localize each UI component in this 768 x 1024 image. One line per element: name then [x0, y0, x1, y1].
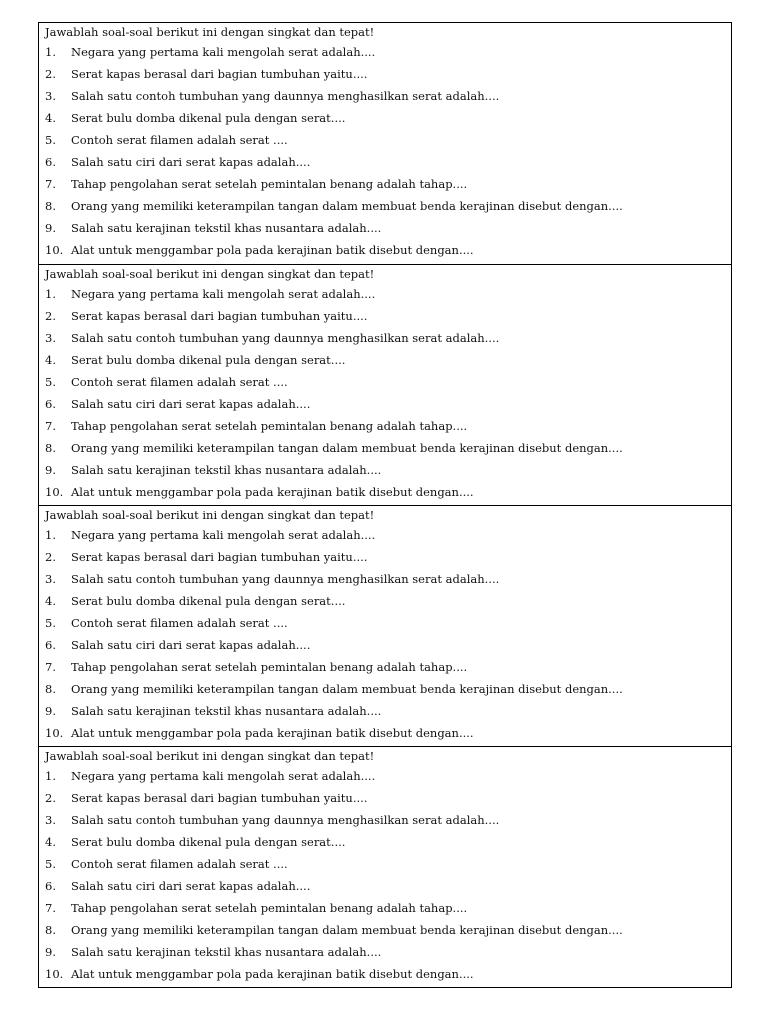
question-text: Salah satu kerajinan tekstil khas nusantara adalah.... [71, 463, 382, 477]
question-text: Negara yang pertama kali mengolah serat adalah.... [71, 528, 376, 542]
question-list [45, 524, 725, 744]
question-text: Salah satu kerajinan tekstil khas nusantara adalah.... [71, 704, 382, 718]
question-item [45, 459, 725, 481]
question-number: 4. [45, 594, 56, 608]
question-text: Salah satu contoh tumbuhan yang daunnya menghasilkan serat adalah.... [71, 331, 500, 345]
question-number: 5. [45, 133, 56, 147]
question-number: 3. [45, 89, 56, 103]
question-text: Serat bulu domba dikenal pula dengan serat.... [71, 835, 346, 849]
question-text: Salah satu ciri dari serat kapas adalah.... [71, 155, 311, 169]
question-number: 1. [45, 528, 56, 542]
question-text: Alat untuk menggambar pola pada kerajinan batik disebut dengan.... [71, 485, 474, 499]
instruction-heading: Jawablah soal-soal berikut ini dengan singkat dan tepat! [45, 508, 375, 522]
question-number: 2. [45, 67, 56, 81]
question-item [45, 678, 725, 700]
question-text: Negara yang pertama kali mengolah serat adalah.... [71, 287, 376, 301]
question-item [45, 437, 725, 459]
question-item [45, 809, 725, 831]
question-text: Tahap pengolahan serat setelah pemintalan benang adalah tahap.... [71, 419, 468, 433]
question-number: 8. [45, 441, 56, 455]
question-text: Contoh serat filamen adalah serat .... [71, 857, 288, 871]
instruction-heading: Jawablah soal-soal berikut ini dengan singkat dan tepat! [45, 749, 375, 763]
question-number: 7. [45, 177, 56, 191]
question-number: 4. [45, 353, 56, 367]
question-text: Salah satu kerajinan tekstil khas nusantara adalah.... [71, 221, 382, 235]
question-item [45, 590, 725, 612]
question-number: 6. [45, 879, 56, 893]
question-number: 9. [45, 221, 56, 235]
question-number: 4. [45, 835, 56, 849]
question-item [45, 700, 725, 722]
question-number: 6. [45, 638, 56, 652]
question-text: Orang yang memiliki keterampilan tangan dalam membuat benda kerajinan disebut dengan.... [71, 923, 623, 937]
question-text: Negara yang pertama kali mengolah serat adalah.... [71, 45, 376, 59]
question-number: 7. [45, 901, 56, 915]
question-block [39, 505, 731, 746]
instruction-heading: Jawablah soal-soal berikut ini dengan singkat dan tepat! [45, 25, 375, 39]
question-item [45, 897, 725, 919]
question-item [45, 283, 725, 305]
instruction-heading: Jawablah soal-soal berikut ini dengan singkat dan tepat! [45, 267, 375, 281]
question-item [45, 349, 725, 371]
question-block [39, 264, 731, 505]
question-item [45, 853, 725, 875]
question-number: 3. [45, 331, 56, 345]
question-number: 7. [45, 660, 56, 674]
question-text: Salah satu ciri dari serat kapas adalah.... [71, 879, 311, 893]
question-text: Orang yang memiliki keterampilan tangan dalam membuat benda kerajinan disebut dengan.... [71, 199, 623, 213]
question-text: Serat bulu domba dikenal pula dengan serat.... [71, 594, 346, 608]
question-item [45, 63, 725, 85]
question-text: Negara yang pertama kali mengolah serat adalah.... [71, 769, 376, 783]
question-number: 4. [45, 111, 56, 125]
question-item [45, 787, 725, 809]
question-number: 10. [45, 485, 64, 499]
question-number: 10. [45, 967, 64, 981]
question-item [45, 239, 725, 261]
question-text: Tahap pengolahan serat setelah pemintalan benang adalah tahap.... [71, 177, 468, 191]
question-item [45, 85, 725, 107]
question-item [45, 173, 725, 195]
question-item [45, 129, 725, 151]
question-item [45, 634, 725, 656]
question-text: Tahap pengolahan serat setelah pemintalan benang adalah tahap.... [71, 660, 468, 674]
question-item [45, 327, 725, 349]
question-item [45, 393, 725, 415]
question-text: Orang yang memiliki keterampilan tangan dalam membuat benda kerajinan disebut dengan.... [71, 441, 623, 455]
question-text: Orang yang memiliki keterampilan tangan dalam membuat benda kerajinan disebut dengan.... [71, 682, 623, 696]
question-item [45, 371, 725, 393]
question-list [45, 765, 725, 985]
question-text: Alat untuk menggambar pola pada kerajinan batik disebut dengan.... [71, 967, 474, 981]
question-number: 1. [45, 45, 56, 59]
question-item [45, 831, 725, 853]
question-item [45, 415, 725, 437]
question-text: Contoh serat filamen adalah serat .... [71, 616, 288, 630]
question-number: 10. [45, 726, 64, 740]
question-number: 8. [45, 682, 56, 696]
question-text: Serat bulu domba dikenal pula dengan serat.... [71, 111, 346, 125]
question-item [45, 656, 725, 678]
question-text: Salah satu kerajinan tekstil khas nusantara adalah.... [71, 945, 382, 959]
question-item [45, 546, 725, 568]
question-number: 2. [45, 791, 56, 805]
question-block [39, 746, 731, 987]
question-item [45, 722, 725, 744]
question-number: 1. [45, 287, 56, 301]
question-text: Contoh serat filamen adalah serat .... [71, 375, 288, 389]
question-item [45, 765, 725, 787]
question-item [45, 151, 725, 173]
question-number: 3. [45, 572, 56, 586]
question-text: Serat bulu domba dikenal pula dengan serat.... [71, 353, 346, 367]
question-number: 2. [45, 309, 56, 323]
question-number: 10. [45, 243, 64, 257]
question-number: 8. [45, 199, 56, 213]
question-item [45, 568, 725, 590]
question-number: 5. [45, 857, 56, 871]
question-text: Salah satu ciri dari serat kapas adalah.... [71, 638, 311, 652]
question-number: 2. [45, 550, 56, 564]
question-item [45, 305, 725, 327]
question-number: 7. [45, 419, 56, 433]
question-text: Serat kapas berasal dari bagian tumbuhan yaitu.... [71, 67, 368, 81]
question-item [45, 217, 725, 239]
question-item [45, 612, 725, 634]
question-number: 5. [45, 375, 56, 389]
question-text: Serat kapas berasal dari bagian tumbuhan yaitu.... [71, 791, 368, 805]
question-text: Contoh serat filamen adalah serat .... [71, 133, 288, 147]
question-number: 9. [45, 704, 56, 718]
question-item [45, 195, 725, 217]
question-number: 6. [45, 155, 56, 169]
worksheet-page [38, 22, 732, 988]
question-number: 8. [45, 923, 56, 937]
question-item [45, 941, 725, 963]
question-item [45, 481, 725, 503]
question-item [45, 524, 725, 546]
question-block [39, 23, 731, 264]
question-list [45, 283, 725, 503]
question-number: 6. [45, 397, 56, 411]
question-item [45, 41, 725, 63]
question-item [45, 963, 725, 985]
question-number: 5. [45, 616, 56, 630]
question-text: Salah satu contoh tumbuhan yang daunnya menghasilkan serat adalah.... [71, 813, 500, 827]
question-number: 9. [45, 463, 56, 477]
question-text: Alat untuk menggambar pola pada kerajinan batik disebut dengan.... [71, 726, 474, 740]
question-text: Salah satu contoh tumbuhan yang daunnya menghasilkan serat adalah.... [71, 89, 500, 103]
question-item [45, 875, 725, 897]
question-number: 1. [45, 769, 56, 783]
question-text: Serat kapas berasal dari bagian tumbuhan yaitu.... [71, 309, 368, 323]
question-text: Tahap pengolahan serat setelah pemintalan benang adalah tahap.... [71, 901, 468, 915]
question-text: Serat kapas berasal dari bagian tumbuhan yaitu.... [71, 550, 368, 564]
question-list [45, 41, 725, 261]
question-item [45, 107, 725, 129]
question-text: Alat untuk menggambar pola pada kerajinan batik disebut dengan.... [71, 243, 474, 257]
question-number: 3. [45, 813, 56, 827]
question-text: Salah satu ciri dari serat kapas adalah.... [71, 397, 311, 411]
question-number: 9. [45, 945, 56, 959]
question-item [45, 919, 725, 941]
question-text: Salah satu contoh tumbuhan yang daunnya menghasilkan serat adalah.... [71, 572, 500, 586]
